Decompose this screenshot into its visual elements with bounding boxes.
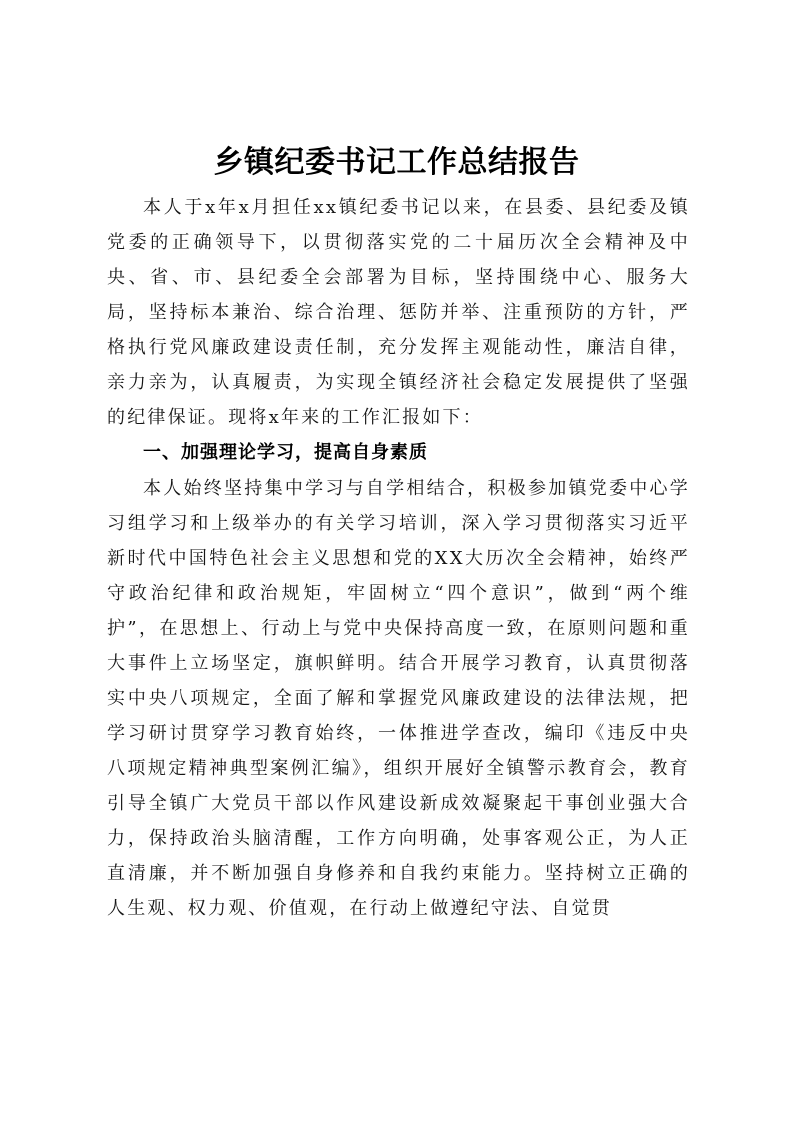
section-heading: 一、加强理论学习，提高自身素质 (143, 442, 428, 463)
document-body (107, 190, 690, 926)
section-paragraph: 本人始终坚持集中学习与自学相结合，积极参加镇党委中心学习组学习和上级举办的有关学习培训，深入学习贯彻落实习近平新时代中国特色社会主义思想和党的XX大历次全会精神，始终严守政治纪律和政治规矩，牢固树立“四个意识”，做到“两个维护”，在思想上、行动上与党中央保持高度一致，在原则问题和重大事件上立场坚定，旗帜鲜明。结合开展学习教育，认真贯彻落实中央八项规定，全面了解和掌握党风廉政建设的法律法规，把学习研讨贯穿学习教育始终，一体推进学查改，编印《违反中央八项规定精神典型案例汇编》，组织开展好全镇警示教育会，教育引导全镇广大党员干部以作风建设新成效凝聚起干事创业强大合力，保持政治头脑清醒，工作方向明确，处事客观公正，为人正直清廉，并不断加强自身修养和自我约束能力。坚持树立正确的人生观、权力观、价值观，在行动上做遵纪守法、自觉贯 (107, 478, 690, 919)
document-title: 乡镇纪委书记工作总结报告 (213, 145, 580, 180)
intro-paragraph: 本人于x年x月担任xx镇纪委书记以来，在县委、县纪委及镇党委的正确领导下，以贯彻落实党的二十届历次全会精神及中央、省、市、县纪委全会部署为目标，坚持围绕中心、服务大局，坚持标本兼治、综合治理、惩防并举、注重预防的方针，严格执行党风廉政建设责任制，充分发挥主观能动性，廉洁自律，亲力亲为，认真履责，为实现全镇经济社会稳定发展提供了坚强的纪律保证。现将x年来的工作汇报如下： (107, 197, 690, 428)
